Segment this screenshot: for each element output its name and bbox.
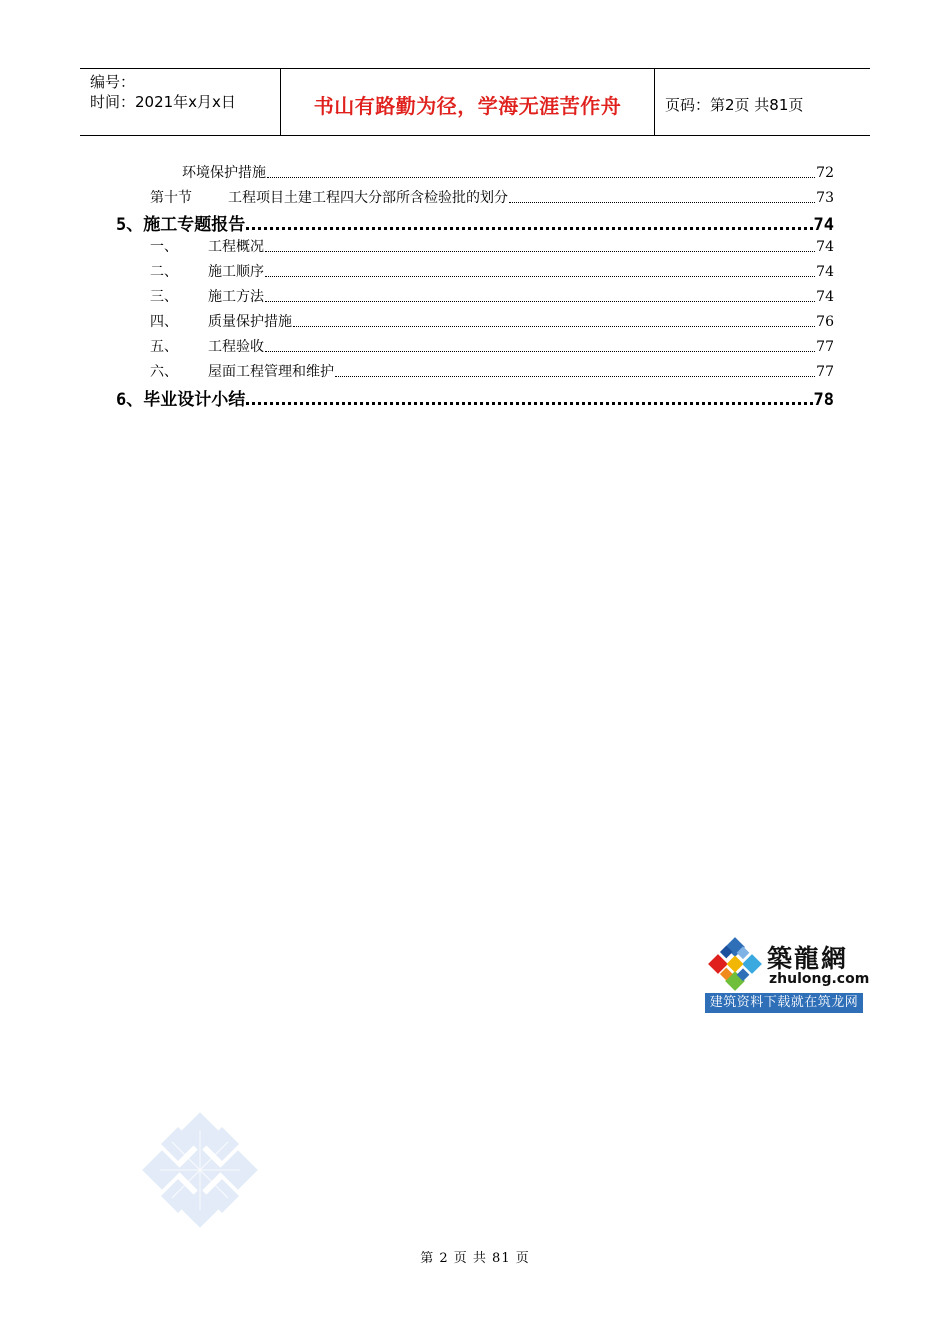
toc-leader-dots bbox=[265, 276, 815, 277]
toc-leader-dots bbox=[293, 326, 815, 327]
page-footer bbox=[0, 1247, 950, 1266]
toc-entry-title: 工程项目土建工程四大分部所含检验批的划分 bbox=[228, 190, 508, 206]
toc-entry-number: 五、 bbox=[150, 339, 178, 355]
toc-entry[interactable] bbox=[150, 286, 834, 306]
toc-entry-major[interactable] bbox=[116, 385, 834, 410]
toc-entry[interactable] bbox=[150, 187, 834, 207]
toc-entry[interactable] bbox=[150, 311, 834, 331]
toc-leader-dots bbox=[265, 301, 815, 302]
toc-entry-title: 毕业设计小结 bbox=[143, 390, 246, 410]
toc-entry[interactable] bbox=[150, 261, 834, 281]
toc-entry-title: 施工专题报告 bbox=[143, 215, 246, 235]
toc-entry-number: 四、 bbox=[150, 314, 178, 330]
toc-entry-title: 工程验收 bbox=[208, 339, 264, 355]
toc-entry[interactable] bbox=[150, 236, 834, 256]
code-label: 编号： bbox=[90, 73, 136, 91]
toc-entry-page: 74 bbox=[813, 215, 834, 235]
toc-entry-number: 一、 bbox=[150, 239, 178, 255]
toc-entry-page: 74 bbox=[816, 239, 834, 255]
toc-entry-page: 74 bbox=[816, 289, 834, 305]
toc-entry[interactable] bbox=[150, 361, 834, 381]
toc-entry-number: 第十节 bbox=[150, 190, 192, 206]
toc-entry-major[interactable] bbox=[116, 210, 834, 235]
toc-entry[interactable] bbox=[150, 336, 834, 356]
logo-domain: zhulong.com bbox=[769, 971, 870, 987]
toc-leader-dots bbox=[265, 351, 815, 352]
toc-entry-page: 72 bbox=[816, 165, 834, 181]
time-label: 时间：2021年x月x日 bbox=[90, 93, 236, 111]
toc-entry-page: 77 bbox=[816, 339, 834, 355]
pinwheel-logo-icon bbox=[705, 935, 767, 993]
toc-entry-title: 工程概况 bbox=[208, 239, 264, 255]
toc-entry-page: 77 bbox=[816, 364, 834, 380]
footer-page-number: 第 2 页 共 81 页 bbox=[420, 1251, 530, 1266]
logo-slogan: 建筑资料下载就在筑龙网 bbox=[705, 993, 863, 1013]
header-meta-cell bbox=[80, 69, 281, 135]
header-page-cell bbox=[655, 69, 870, 135]
page-label: 页码：第2页 共81页 bbox=[665, 95, 804, 114]
toc-entry-number: 六、 bbox=[150, 364, 178, 380]
watermark-icon bbox=[140, 1110, 260, 1230]
toc-leader-dots bbox=[509, 202, 815, 203]
toc-leader-dots bbox=[267, 177, 815, 178]
toc-entry-title: 环境保护措施 bbox=[182, 165, 266, 181]
toc-leader-dots bbox=[246, 402, 812, 405]
toc-leader-dots bbox=[265, 251, 815, 252]
logo-chinese-name: 築龍網 bbox=[767, 944, 849, 973]
logo-emblem-area bbox=[705, 935, 870, 993]
toc-entry-page: 78 bbox=[813, 390, 834, 410]
toc-leader-dots bbox=[335, 376, 815, 377]
header-motto-cell bbox=[281, 69, 655, 135]
toc-entry-number: 6、 bbox=[116, 390, 144, 410]
zhulong-logo[interactable] bbox=[705, 935, 870, 1013]
toc-entry-page: 76 bbox=[816, 314, 834, 330]
toc-entry-number: 5、 bbox=[116, 215, 144, 235]
toc-entry-page: 74 bbox=[816, 264, 834, 280]
toc-entry-title: 屋面工程管理和维护 bbox=[208, 364, 334, 380]
toc-entry-title: 施工方法 bbox=[208, 289, 264, 305]
toc-leader-dots bbox=[246, 227, 812, 230]
toc-entry-number: 二、 bbox=[150, 264, 178, 280]
motto-text: 书山有路勤为径，学海无涯苦作舟 bbox=[313, 93, 622, 118]
document-header bbox=[80, 68, 870, 136]
toc-entry[interactable] bbox=[182, 162, 834, 182]
toc-entry-title: 施工顺序 bbox=[208, 264, 264, 280]
toc-entry-page: 73 bbox=[816, 190, 834, 206]
toc-entry-number: 三、 bbox=[150, 289, 178, 305]
toc-entry-title: 质量保护措施 bbox=[208, 314, 292, 330]
